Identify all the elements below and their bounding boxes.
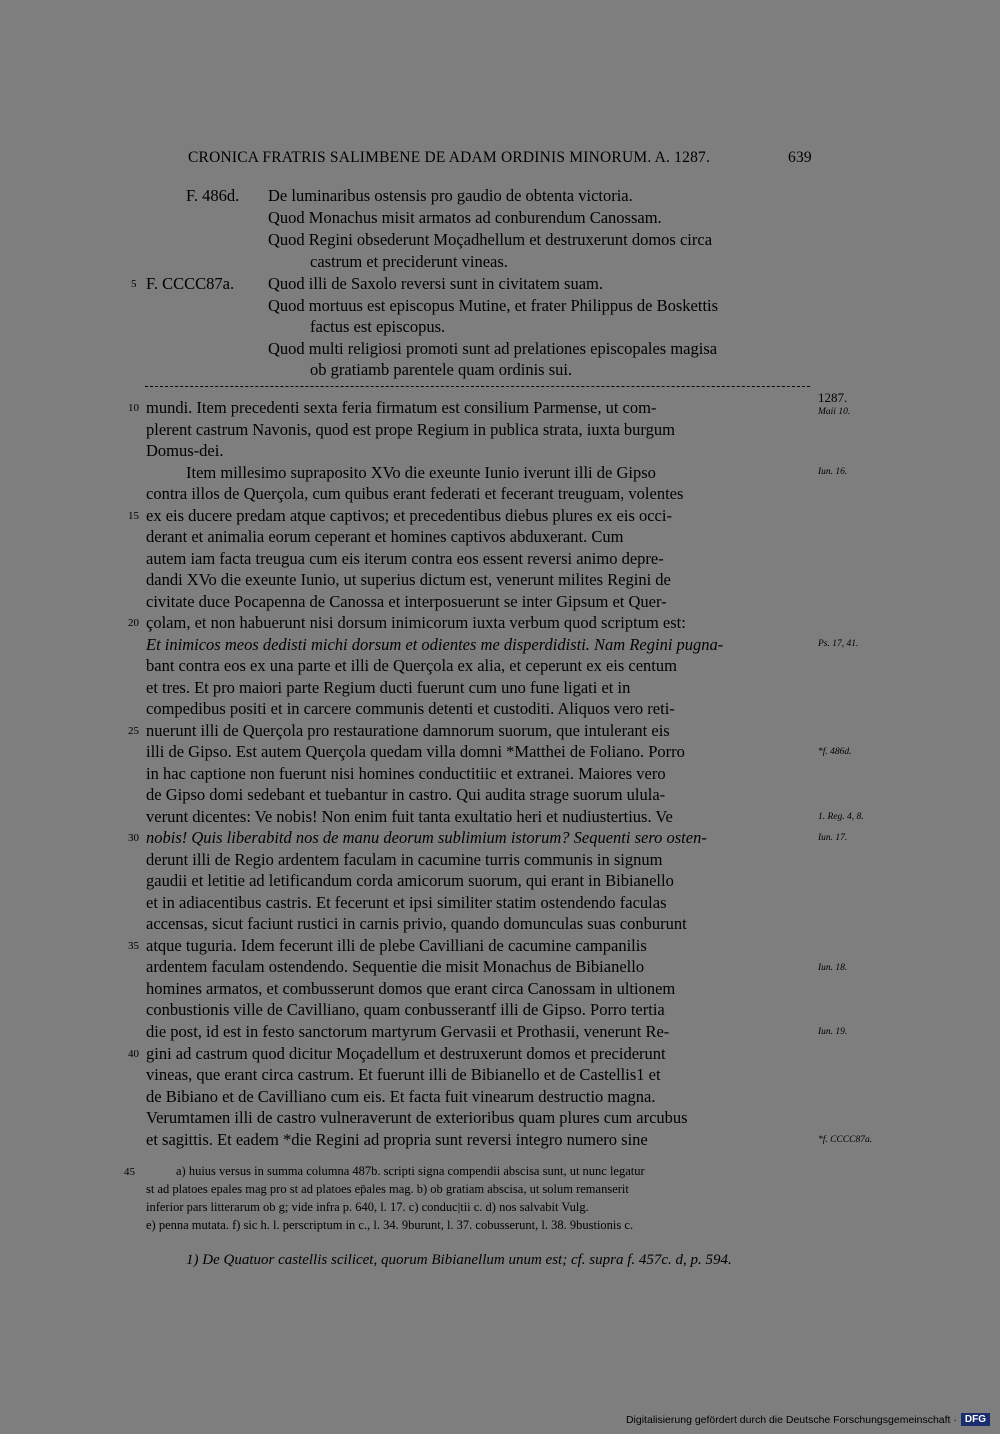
body-line: dandi XVo die exeunte Iunio, ut superius dictum est, venerunt milites Regini de bbox=[146, 570, 671, 589]
line-number: 10 bbox=[128, 402, 139, 414]
body-line: derunt illi de Regio ardentem faculam in cacumine turris communis in signum bbox=[146, 850, 663, 869]
body-line: mundi. Item precedenti sexta feria firmatum est consilium Parmense, ut com- bbox=[146, 398, 657, 417]
body-line: de Bibiano et de Cavilliano cum eis. Et facta fuit vinearum destructio magna. bbox=[146, 1087, 656, 1106]
margin-folio: *f. 486d. bbox=[818, 747, 852, 757]
body-line: et tres. Et pro maiori parte Regium ducti fuerunt cum uno fune ligati et in bbox=[146, 678, 631, 697]
margin-date: Maii 10. bbox=[818, 407, 851, 417]
toc-folio-label: F. CCCC87a. bbox=[146, 274, 235, 293]
body-line: Item millesimo supraposito XVo die exeunte Iunio iverunt illi de Gipso bbox=[186, 463, 656, 482]
body-line: Et inimicos meos dedisti michi dorsum et odientes me disperdidisti. Nam Regini pugna- bbox=[146, 635, 724, 654]
body-line: gini ad castrum quod dicitur Moçadellum et destruxerunt domos et preciderunt bbox=[146, 1044, 666, 1063]
toc-item: Quod Monachus misit armatos ad conburendum Canossam. bbox=[268, 208, 662, 227]
body-line: Verumtamen illi de castro vulneraverunt de exterioribus quam plures cum arcubus bbox=[146, 1108, 688, 1127]
line-number: 30 bbox=[128, 832, 139, 844]
toc-item-cont: ob gratiamb parentele quam ordinis sui. bbox=[310, 360, 573, 379]
footnote: e) penna mutata. f) sic h. l. perscriptum in c., l. 34. 9burunt, l. 37. cobusserunt, l. 38. 9bustionis c. bbox=[146, 1218, 634, 1232]
toc-folio-label: F. 486d. bbox=[186, 186, 240, 205]
margin-ref: 1. Reg. 4, 8. bbox=[818, 812, 864, 822]
body-line: et in adiacentibus castris. Et fecerunt et ipsi similiter statim ostendendo faculas bbox=[146, 893, 667, 912]
line-number: 5 bbox=[131, 278, 137, 290]
body-line: plerent castrum Navonis, quod est prope Regium in publica strata, iuxta burgum bbox=[146, 420, 675, 439]
margin-date: Iun. 17. bbox=[818, 833, 848, 843]
body-line: et sagittis. Et eadem *die Regini ad propria sunt reversi integro numero sine bbox=[146, 1130, 648, 1149]
funding-credit bbox=[626, 1413, 990, 1426]
credit-text: Digitalisierung gefördert durch die Deutsche Forschungsgemeinschaft · bbox=[625, 1413, 957, 1426]
toc-item: Quod Regini obsederunt Moçadhellum et destruxerunt domos circa bbox=[268, 230, 713, 249]
line-number: 20 bbox=[128, 617, 139, 629]
toc-item: Quod illi de Saxolo reversi sunt in civitatem suam. bbox=[268, 274, 603, 293]
footnote: a) huius versus in summa columna 487b. scripti signa compendii abscisa sunt, ut nunc legatur bbox=[176, 1164, 645, 1178]
body-line: çolam, et non habuerunt nisi dorsum inimicorum iuxta verbum quod scriptum est: bbox=[146, 613, 686, 632]
running-title: CRONICA FRATRIS SALIMBENE DE ADAM ORDINIS MINORUM. A. 1287. bbox=[188, 149, 711, 166]
toc-item: Quod mortuus est episcopus Mutine, et frater Philippus de Boskettis bbox=[268, 296, 719, 315]
toc-item-cont: factus est episcopus. bbox=[310, 317, 446, 336]
body-line: Domus-dei. bbox=[146, 441, 224, 460]
body-line: ardentem faculam ostendendo. Sequentie die misit Monachus de Bibianello bbox=[146, 957, 645, 976]
body-line: compedibus positi et in carcere communis detenti et custoditi. Aliquos vero reti- bbox=[146, 699, 675, 718]
footnote: inferior pars litterarum ob g; vide infra p. 640, l. 17. c) conduc|tii c. d) nos salvabit Vulg. bbox=[146, 1200, 589, 1214]
body-line: ex eis ducere predam atque captivos; et precedentibus diebus plures ex eis occi- bbox=[146, 506, 672, 525]
body-line: homines armatos, et combusserunt domos que erant circa Canossam in ultionem bbox=[146, 979, 676, 998]
line-number: 40 bbox=[128, 1048, 139, 1060]
margin-year: 1287. bbox=[818, 390, 848, 405]
body-line: die post, id est in festo sanctorum martyrum Gervasii et Prothasii, venerunt Re- bbox=[146, 1022, 670, 1041]
line-number: 15 bbox=[128, 510, 139, 522]
line-number: 25 bbox=[128, 725, 139, 737]
body-line: contra illos de Querçola, cum quibus erant federati et fecerant treuguam, volentes bbox=[146, 484, 684, 503]
toc-item-cont: castrum et preciderunt vineas. bbox=[310, 252, 508, 271]
body-line: civitate duce Pocapenna de Canossa et interposuerunt se inter Gipsum et Quer- bbox=[146, 592, 667, 611]
toc-item: Quod multi religiosi promoti sunt ad prelationes episcopales magisa bbox=[268, 339, 718, 358]
body-line: verunt dicentes: Ve nobis! Non enim fuit tanta exultatio heri et nudiustertius. Ve bbox=[146, 807, 673, 826]
body-line: conbustionis ville de Cavilliano, quam conbusserantf illi de Gipso. Porro tertia bbox=[146, 1000, 665, 1019]
body-line: de Gipso domi sedebant et tuebantur in castro. Qui audita strage suorum ulula- bbox=[146, 785, 666, 804]
separator-rule bbox=[145, 386, 810, 387]
body-line: atque tuguria. Idem fecerunt illi de plebe Cavilliani de cacumine campanilis bbox=[146, 936, 647, 955]
dfg-logo: DFG bbox=[961, 1413, 990, 1426]
margin-folio: *f. CCCC87a. bbox=[818, 1135, 873, 1145]
body-line: derant et animalia eorum ceperant et homines captivos abduxerant. Cum bbox=[146, 527, 624, 546]
margin-date: Iun. 16. bbox=[818, 467, 848, 477]
margin-date: Iun. 18. bbox=[818, 963, 848, 973]
line-number: 35 bbox=[128, 940, 139, 952]
body-line: accensas, sicut faciunt rustici in carnis privio, quando domunculas suas conburunt bbox=[146, 914, 687, 933]
page-number: 639 bbox=[788, 149, 812, 166]
margin-ref: Ps. 17, 41. bbox=[818, 639, 859, 649]
line-number: 45 bbox=[124, 1166, 135, 1178]
body-line: gaudii et letitie ad letificandum corda amicorum suorum, qui erant in Bibianello bbox=[146, 871, 674, 890]
body-line: autem iam facta treugua cum eis iterum contra eos essent reversi animo depre- bbox=[146, 549, 664, 568]
body-line: nobis! Quis liberabitd nos de manu deorum sublimium istorum? Sequenti sero osten- bbox=[146, 828, 707, 847]
footnote: st ad platoes epales mag pro st ad platoes ep̄ales mag. b) ob gratiam abscisa, ut solum remanserit bbox=[146, 1182, 629, 1196]
body-line: illi de Gipso. Est autem Querçola quedam villa domni *Matthei de Foliano. Porro bbox=[146, 742, 685, 761]
body-line: in hac captione non fuerunt nisi homines conductitiic et extranei. Maiores vero bbox=[146, 764, 666, 783]
toc-item: De luminaribus ostensis pro gaudio de obtenta victoria. bbox=[268, 186, 633, 205]
body-line: nuerunt illi de Querçola pro restauratione damnorum suorum, que intulerant eis bbox=[146, 721, 670, 740]
body-line: vineas, que erant circa castrum. Et fuerunt illi de Bibianello et de Castellis1 et bbox=[146, 1065, 661, 1084]
body-line: bant contra eos ex una parte et illi de Querçola ex alia, et ceperunt ex eis centum bbox=[146, 656, 677, 675]
historical-note: 1) De Quatuor castellis scilicet, quorum Bibianellum unum est; cf. supra f. 457c. d, p. 594. bbox=[186, 1252, 732, 1268]
margin-date: Iun. 19. bbox=[818, 1027, 848, 1037]
